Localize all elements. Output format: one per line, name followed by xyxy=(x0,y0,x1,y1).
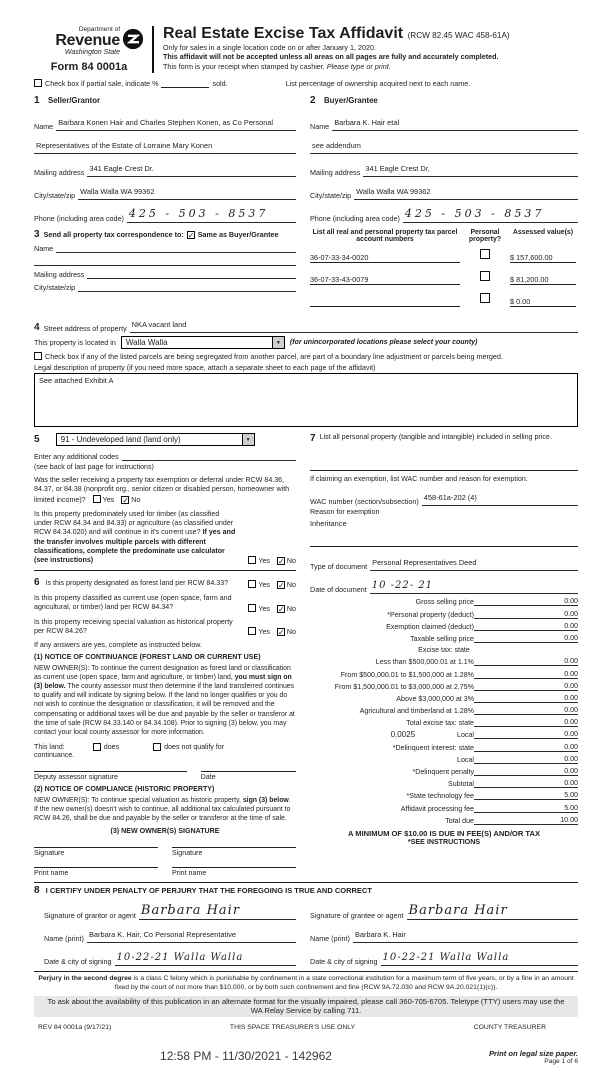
section2-title: Buyer/Grantee xyxy=(324,96,378,106)
grantee-signature-input[interactable] xyxy=(407,901,578,920)
tax-line-value: 0.00 xyxy=(532,657,578,666)
notice-continuance-title: (1) NOTICE OF CONTINUANCE (FOREST LAND OR CURRENT USE) xyxy=(34,653,261,662)
grantee-print-label: Name (print) xyxy=(310,934,350,944)
correspondence-name-input-2[interactable] xyxy=(34,257,296,266)
buyer-mailing-label: Mailing address xyxy=(310,168,361,178)
yes-label: Yes xyxy=(258,604,270,613)
no-label: No xyxy=(286,628,296,637)
tax-line-value: 0.00 xyxy=(532,694,578,703)
tax-line-value: 0.00 xyxy=(532,706,578,715)
legal-description-input[interactable] xyxy=(34,373,578,427)
date-of-document-value: 10 -22- 21 xyxy=(371,580,434,592)
tax-line-label: Affidavit processing fee xyxy=(400,804,474,813)
parcel-row xyxy=(310,289,578,307)
minimum-due-note: A MINIMUM OF $10.00 IS DUE IN FEE(S) AND/OR TAX xyxy=(347,828,541,838)
type-or-print-note: Please type or print. xyxy=(326,61,391,71)
seller-city-label: City/state/zip xyxy=(34,191,76,201)
legal-description-label: Legal description of property (if you need more space, attach a separate sheet to each page of the affidavit) xyxy=(34,363,376,373)
print-name-label: Print name xyxy=(172,869,207,878)
forest-land-question xyxy=(34,576,296,589)
partial-sold-label: sold. xyxy=(212,79,228,89)
notice1-bold: you must sign on (3) below. xyxy=(34,674,292,691)
correspondence-name-label: Name xyxy=(34,244,54,254)
seller-exemption-no-checkbox[interactable]: ✓ xyxy=(122,495,129,505)
tax-line-value: 5.00 xyxy=(532,791,578,800)
deputy-signature-input[interactable] xyxy=(34,771,187,772)
subtitle-line1: Only for sales in a single location code on or after January 1, 2020. xyxy=(163,42,376,52)
grantee-signature-value: Barbara Hair xyxy=(408,903,508,919)
type-of-document-value: Personal Representatives Deed xyxy=(372,558,477,568)
grantor-print-value: Barbara K. Hair, Co Personal Representative xyxy=(88,930,237,940)
treasurer-space-label: THIS SPACE TREASURER'S USE ONLY xyxy=(229,1024,356,1032)
reason-exemption-label: Reason for exemption xyxy=(310,508,380,517)
parcel-header-assessed: Assessed value(s) xyxy=(512,229,574,237)
land-use-code-dropdown[interactable] xyxy=(56,433,255,446)
seller-name-value: Barbara Konen Hair and Charles Stephen Konen, as Co Personal xyxy=(58,118,274,128)
certify-statement: I CERTIFY UNDER PENALTY OF PERJURY THAT THE FOREGOING IS TRUE AND CORRECT xyxy=(45,886,372,896)
parcel-header-numbers: List all real and personal property tax parcel account numbers xyxy=(312,229,458,244)
personal-property-intro: List all personal property (tangible and intangible) included in selling price. xyxy=(319,433,552,442)
partial-sale-checkbox[interactable] xyxy=(34,79,42,87)
timber-question-bold-text: If yes and the transfer involves multiple parcels with different classifications, complete the predominate use calculator (see instructions) xyxy=(34,528,236,564)
personal-property-list-input[interactable] xyxy=(310,470,578,471)
timber-no-checkbox[interactable]: ✓ xyxy=(277,557,285,567)
section-buyer xyxy=(310,90,578,223)
seller-city-input[interactable] xyxy=(78,181,296,200)
county-dropdown-value: Walla Walla xyxy=(125,338,168,348)
section5-number: 5 xyxy=(34,434,40,446)
partial-sale-label: Check box if partial sale, indicate % xyxy=(45,79,159,89)
forest-no-checkbox[interactable]: ✓ xyxy=(277,581,285,591)
historic-question-text: Is this property receiving special valuation as historical property per RCW 84.26? xyxy=(34,617,233,635)
additional-codes-input[interactable] xyxy=(122,452,296,461)
type-of-document-input[interactable] xyxy=(370,552,578,571)
page-indicator: Page 1 of 6 xyxy=(544,1058,578,1065)
section-tax-correspondence xyxy=(34,229,296,307)
partial-percent-input[interactable] xyxy=(161,79,209,88)
grantor-signature-label: Signature of grantor or agent xyxy=(44,911,136,921)
tax-line-value: 0.00 xyxy=(532,767,578,776)
notice2-part1: NEW OWNER(S): To continue special valuation as historic property, xyxy=(34,796,243,804)
tax-line-value: 0.00 xyxy=(532,622,578,631)
section1-title: Seller/Grantor xyxy=(48,96,101,106)
tax-line-label: From $1,500,000.01 to $3,000,000 at 2.75% xyxy=(334,682,474,691)
title-text: Real Estate Excise Tax Affidavit xyxy=(163,25,404,42)
parcel-table xyxy=(310,229,578,307)
buyer-mailing-value: 341 Eagle Crest Dr, xyxy=(365,164,430,174)
tax-line-label: Agricultural and timberland at 1.28% xyxy=(359,707,474,716)
parcel-number-value: 36-07-33-43-0079 xyxy=(310,275,369,285)
new-owner-signature-input[interactable] xyxy=(172,847,296,848)
current-use-yes-checkbox[interactable] xyxy=(248,604,256,612)
buyer-city-value: Walla Walla WA 99362 xyxy=(356,187,431,197)
alternate-format-note: To ask about the availability of this publication in an alternate format for the visually impaired, please call 360-705-6705. Teletype (TTY) users may use the WA Relay Service by calling 711. xyxy=(34,996,578,1018)
does-label: does xyxy=(103,742,120,751)
notice-compliance-text xyxy=(34,796,296,823)
assessed-value: $ 157,600.00 xyxy=(510,253,553,263)
no-label: No xyxy=(286,557,296,566)
perjury-note xyxy=(34,974,578,992)
wac-number-label: WAC number (section/subsection) xyxy=(310,497,419,507)
notice2-part2: . If the new owner(s) doesn't wish to continue, all additional tax calculated pursuant to RCW 84.26, shall be due and payable by the seller or transferor at the time of sale. xyxy=(34,796,291,823)
tax-computation xyxy=(310,597,578,824)
located-in-label: This property is located in xyxy=(34,338,116,348)
yes-label: Yes xyxy=(258,628,270,637)
grantee-datecity-value: 10-22-21 Walla Walla xyxy=(382,952,510,964)
parcel-number-input[interactable] xyxy=(310,306,460,307)
tax-line-label: *Personal property (deduct) xyxy=(387,610,474,619)
subtitle-line3 xyxy=(163,62,578,72)
land-use-code-value: 91 - Undeveloped land (land only) xyxy=(60,435,181,445)
personal-property-checkbox[interactable] xyxy=(480,293,490,303)
no-label: No xyxy=(286,581,296,590)
parcel-number-input[interactable] xyxy=(310,275,460,285)
grantor-datecity-label: Date & city of signing xyxy=(44,957,112,967)
section-land-use xyxy=(34,433,296,446)
new-owner-signature-input[interactable] xyxy=(34,847,158,848)
seller-mailing-label: Mailing address xyxy=(34,168,85,178)
section4-number: 4 xyxy=(34,322,40,334)
seller-exemption-question xyxy=(34,476,296,505)
tax-line-value: 0.00 xyxy=(532,718,578,727)
subtitle-line2: This affidavit will not be accepted unless all areas on all pages are fully and accurately completed. xyxy=(163,52,499,62)
current-use-no-checkbox[interactable]: ✓ xyxy=(277,604,285,614)
section6-number: 6 xyxy=(34,577,40,589)
section-seller xyxy=(34,90,296,223)
tax-line-value: 0.00 xyxy=(532,730,578,739)
parcel-row xyxy=(310,267,578,285)
street-address-label: Street address of property xyxy=(43,324,127,334)
wac-number-input[interactable] xyxy=(422,487,578,506)
grantee-datecity-input[interactable] xyxy=(381,947,578,966)
new-owner-signature-title: (3) NEW OWNER(S) SIGNATURE xyxy=(110,827,220,836)
tax-line-value: 0.00 xyxy=(532,634,578,643)
grantor-datecity-value: 10-22-21 Walla Walla xyxy=(116,952,244,964)
subtitle-line3-text: This form is your receipt when stamped by cashier. xyxy=(163,61,325,71)
deputy-date-label: Date xyxy=(200,772,216,781)
type-of-document-label: Type of document xyxy=(310,562,368,572)
street-address-input[interactable] xyxy=(130,314,578,333)
perjury-bold-text: Perjury in the second degree xyxy=(38,975,132,983)
section3-intro: Send all property tax correspondence to: xyxy=(43,230,184,240)
tax-line-label: *Delinquent penalty xyxy=(412,768,474,776)
historic-no-checkbox[interactable]: ✓ xyxy=(277,628,285,638)
assessed-value-input[interactable] xyxy=(510,275,576,285)
current-use-question-text: Is this property classified as current use (open space, farm and agricultural, or timber) land per RCW 84.34? xyxy=(34,594,232,612)
seller-name-label: Name xyxy=(34,122,54,132)
print-name-label: Print name xyxy=(34,869,69,878)
seller-name-input-2[interactable] xyxy=(34,135,296,154)
timber-question-text: Is this property predominately used for timber (as classified under RCW 84.34 and 84.33) or agriculture (as classified under RCW 84.34.020) and will continue in it's current use? xyxy=(34,509,234,537)
forest-land-question-text: Is this property designated as forest land per RCW 84.33? xyxy=(45,579,229,588)
tax-line-label: Taxable selling price xyxy=(410,634,474,643)
new-owner-print-name-input[interactable] xyxy=(34,867,158,868)
section-personal-property xyxy=(310,433,578,444)
timestamp-stamp: 12:58 PM - 11/30/2021 - 142962 xyxy=(160,1049,332,1064)
buyer-city-label: City/state/zip xyxy=(310,191,352,201)
seller-mailing-value: 341 Eagle Crest Dr. xyxy=(89,164,154,174)
agency-state: Washington State xyxy=(64,49,120,57)
legal-description-value: See attached Exhibit A xyxy=(39,376,114,386)
tax-line-value: 0.00 xyxy=(532,670,578,679)
section3-number: 3 xyxy=(34,229,40,241)
deputy-signature-label: Deputy assessor signature xyxy=(34,772,118,781)
buyer-name-input-2[interactable] xyxy=(310,135,578,154)
assessed-value-input[interactable] xyxy=(510,253,576,263)
buyer-phone-label: Phone (including area code) xyxy=(310,214,400,224)
agency-block xyxy=(34,26,154,73)
form-number: Form 84 0001a xyxy=(50,61,128,74)
same-as-buyer-checkbox[interactable]: ✓ xyxy=(187,230,195,240)
correspondence-city-input[interactable] xyxy=(78,283,296,292)
tax-line-label: Above $3,000,000 at 3% xyxy=(396,694,474,703)
bottom-stamp-row xyxy=(34,1049,578,1065)
codes-instructions-note: (see back of last page for instructions) xyxy=(34,463,154,472)
seller-phone-value: 425 - 503 - 8537 xyxy=(128,207,269,221)
notice2-bold: sign (3) below xyxy=(242,796,289,804)
parcel-number-input[interactable] xyxy=(310,253,460,263)
claiming-exemption-note: If claiming an exemption, list WAC number and reason for exemption. xyxy=(310,475,528,484)
yes-label: Yes xyxy=(258,581,270,590)
county-dropdown-arrow-icon[interactable]: ▼ xyxy=(272,337,284,348)
historic-yes-checkbox[interactable] xyxy=(248,627,256,635)
form-footer xyxy=(34,1024,578,1031)
section7-number: 7 xyxy=(310,433,316,445)
segregated-label: Check box if any of the listed parcels are being segregated from another parcel, are part of a boundary line adjustment or parcels being merged. xyxy=(45,352,503,362)
local-rate-value: 0.0025 xyxy=(390,730,416,740)
see-instructions-note: *SEE INSTRUCTIONS xyxy=(407,837,481,846)
correspondence-mailing-input[interactable] xyxy=(87,270,296,279)
excise-tax-state-header: Excise tax: state xyxy=(418,646,470,655)
parcel-header-personal: Personal property? xyxy=(468,229,502,244)
date-of-document-label: Date of document xyxy=(310,585,367,595)
tax-line-value: 5.00 xyxy=(532,804,578,813)
tax-line-value: 0.00 xyxy=(532,597,578,606)
street-address-value: NKA vacant land xyxy=(131,320,187,330)
notice1-part1: NEW OWNER(S): To continue the current designation as forest land or classification as current use (open space, farm and agriculture, or timber) land, xyxy=(34,665,291,682)
signature-label: Signature xyxy=(34,849,65,858)
timber-yes-checkbox[interactable] xyxy=(248,556,256,564)
notice-compliance-title: (2) NOTICE OF COMPLIANCE (HISTORIC PROPERTY) xyxy=(34,784,215,793)
additional-codes-label: Enter any additional codes xyxy=(34,452,119,462)
this-land-label: This land: xyxy=(34,742,65,751)
tax-line-label: *State technology fee xyxy=(406,792,474,801)
grantee-print-input[interactable] xyxy=(353,924,578,943)
notice1-part2: The county assessor must then determine if the land transferred continues to qualify and will indicate by signing below. If the land no longer qualifies or you do not wish to continue the designation or classification, it will be removed and the compensating or additional taxes will be due and payable by the seller or transferor at the time of sale (RCW 84.33.140 or 84.34.108). Prior to signing (3) below, you may contact your local county assessor for more information. xyxy=(34,683,295,736)
seller-name-input[interactable] xyxy=(56,112,296,131)
legal-paper-note: Print on legal size paper. xyxy=(488,1049,578,1059)
tax-line-value: 0.00 xyxy=(532,743,578,752)
buyer-name-value: Barbara K. Hair etal xyxy=(334,118,400,128)
tax-line-value: 0.00 xyxy=(532,755,578,764)
tax-line-label: Gross selling price xyxy=(415,598,474,607)
date-of-document-input[interactable] xyxy=(370,575,578,594)
reason-exemption-value: Inheritance xyxy=(310,519,347,529)
grantee-datecity-label: Date & city of signing xyxy=(310,957,378,967)
county-treasurer-label: COUNTY TREASURER xyxy=(473,1024,546,1032)
continuance-label: continuance. xyxy=(34,750,75,759)
agency-name: Revenue xyxy=(55,32,120,49)
does-not-qualify-checkbox[interactable] xyxy=(153,743,161,751)
wac-number-value: 458-61a-202 (4) xyxy=(423,493,477,503)
deputy-date-input[interactable] xyxy=(201,771,296,772)
tax-line-label: Exemption claimed (deduct) xyxy=(386,622,474,631)
county-dropdown[interactable] xyxy=(121,336,285,349)
buyer-phone-input[interactable] xyxy=(403,204,578,223)
land-qualify-row xyxy=(34,743,296,751)
seller-city-value: Walla Walla WA 99362 xyxy=(80,187,155,197)
land-use-dropdown-arrow-icon[interactable]: ▼ xyxy=(242,434,254,445)
tax-line-label: Total excise tax: state xyxy=(406,719,474,728)
segregated-checkbox[interactable] xyxy=(34,352,42,360)
assessed-value: $ 81,200.00 xyxy=(510,275,549,285)
signature-label: Signature xyxy=(172,849,203,858)
parcel-row xyxy=(310,245,578,263)
form-header xyxy=(34,26,578,73)
seller-phone-input[interactable] xyxy=(127,204,296,223)
seller-phone-label: Phone (including area code) xyxy=(34,214,124,224)
ownership-percent-note: List percentage of ownership acquired next to each name. xyxy=(285,79,471,89)
yes-label: Yes xyxy=(102,495,115,504)
assessed-value: $ 0.00 xyxy=(510,297,531,307)
same-as-buyer-label: Same as Buyer/Grantee xyxy=(197,230,279,240)
rev-form-id: REV 84 0001a (9/17/21) xyxy=(38,1024,112,1032)
seller-exemption-question-text: Was the seller receiving a property tax exemption or deferral under RCW 84.36, 84.37, or 84.38 (nonprofit org., senior citizen or disabled person, homeowner with limited income)? xyxy=(34,476,290,504)
section-property-location xyxy=(34,314,578,427)
yes-label: Yes xyxy=(258,557,270,566)
county-note: (for unincorporated locations please select your county) xyxy=(289,339,478,347)
section1-number: 1 xyxy=(34,95,40,107)
grantee-signature-label: Signature of grantee or agent xyxy=(310,911,404,921)
seller-mailing-input[interactable] xyxy=(87,158,296,177)
seller-name-value-2: Representatives of the Estate of Lorraine Mary Konen xyxy=(36,141,213,151)
tax-line-label: *Delinquent interest: state xyxy=(392,743,474,752)
tax-line-label: From $500,000.01 to $1,500,000 at 1.28% xyxy=(340,670,474,679)
partial-sale-row xyxy=(34,79,578,88)
grantor-print-label: Name (print) xyxy=(44,934,84,944)
grantee-print-value: Barbara K. Hair xyxy=(354,930,406,940)
if-any-yes-note: If any answers are yes, complete as instructed below. xyxy=(34,641,202,650)
buyer-phone-value: 425 - 503 - 8537 xyxy=(404,207,545,221)
section2-number: 2 xyxy=(310,95,316,107)
tax-line-value: 0.00 xyxy=(532,779,578,788)
timber-agriculture-question xyxy=(34,510,296,565)
section-certification xyxy=(34,885,578,966)
tax-line-value: 10.00 xyxy=(532,816,578,825)
correspondence-name-input[interactable] xyxy=(56,244,296,253)
forest-yes-checkbox[interactable] xyxy=(248,580,256,588)
buyer-city-input[interactable] xyxy=(354,181,578,200)
buyer-name-value-2: see addendum xyxy=(312,141,361,151)
grantor-signature-input[interactable] xyxy=(139,901,296,920)
tax-line-value: 0.00 xyxy=(532,610,578,619)
page-title xyxy=(163,26,578,43)
personal-property-checkbox[interactable] xyxy=(480,249,490,259)
perjury-text: is a class C felony which is punishable by confinement in a state correctional institution for a maximum term of five years, or by a fine in an amount fixed by the court of not more than $10,000, or by both such confinement and fine (RCW 9A.72.030 and RCW 9A.20.021(1)(c)). xyxy=(114,975,574,992)
personal-property-checkbox[interactable] xyxy=(480,271,490,281)
grantor-print-input[interactable] xyxy=(87,924,296,943)
section8-number: 8 xyxy=(34,885,40,897)
current-use-question xyxy=(34,594,296,612)
grantor-datecity-input[interactable] xyxy=(115,947,296,966)
parcel-number-value: 36-07-33-34-0020 xyxy=(310,253,369,263)
tax-line-label: Local xyxy=(457,755,474,764)
agency-dept-label: Department of xyxy=(78,26,120,33)
no-label: No xyxy=(131,495,141,504)
grantor-signature-value: Barbara Hair xyxy=(140,903,241,919)
tax-line-label: Subtotal xyxy=(447,780,474,789)
buyer-name-input[interactable] xyxy=(332,112,578,131)
does-qualify-checkbox[interactable] xyxy=(93,743,101,751)
tax-line-label: Less than $500,000.01 at 1.1% xyxy=(375,658,474,667)
correspondence-mailing-label: Mailing address xyxy=(34,270,85,280)
new-owner-print-name-input[interactable] xyxy=(172,867,296,868)
title-rcw: (RCW 82.45 WAC 458-61A) xyxy=(407,31,510,40)
assessed-value-input[interactable] xyxy=(510,297,576,307)
historic-property-question xyxy=(34,618,296,636)
notice-continuance-text xyxy=(34,664,296,737)
buyer-mailing-input[interactable] xyxy=(363,158,578,177)
buyer-name-label: Name xyxy=(310,122,330,132)
tax-line-value: 0.00 xyxy=(532,682,578,691)
no-label: No xyxy=(286,604,296,613)
does-not-label: does not qualify for xyxy=(164,742,225,751)
seller-exemption-yes-checkbox[interactable] xyxy=(93,495,101,503)
revenue-logo-icon xyxy=(122,28,144,50)
tax-line-label: Total due xyxy=(445,816,474,825)
correspondence-city-label: City/state/zip xyxy=(34,283,76,293)
tax-line-label: Local xyxy=(457,731,474,740)
